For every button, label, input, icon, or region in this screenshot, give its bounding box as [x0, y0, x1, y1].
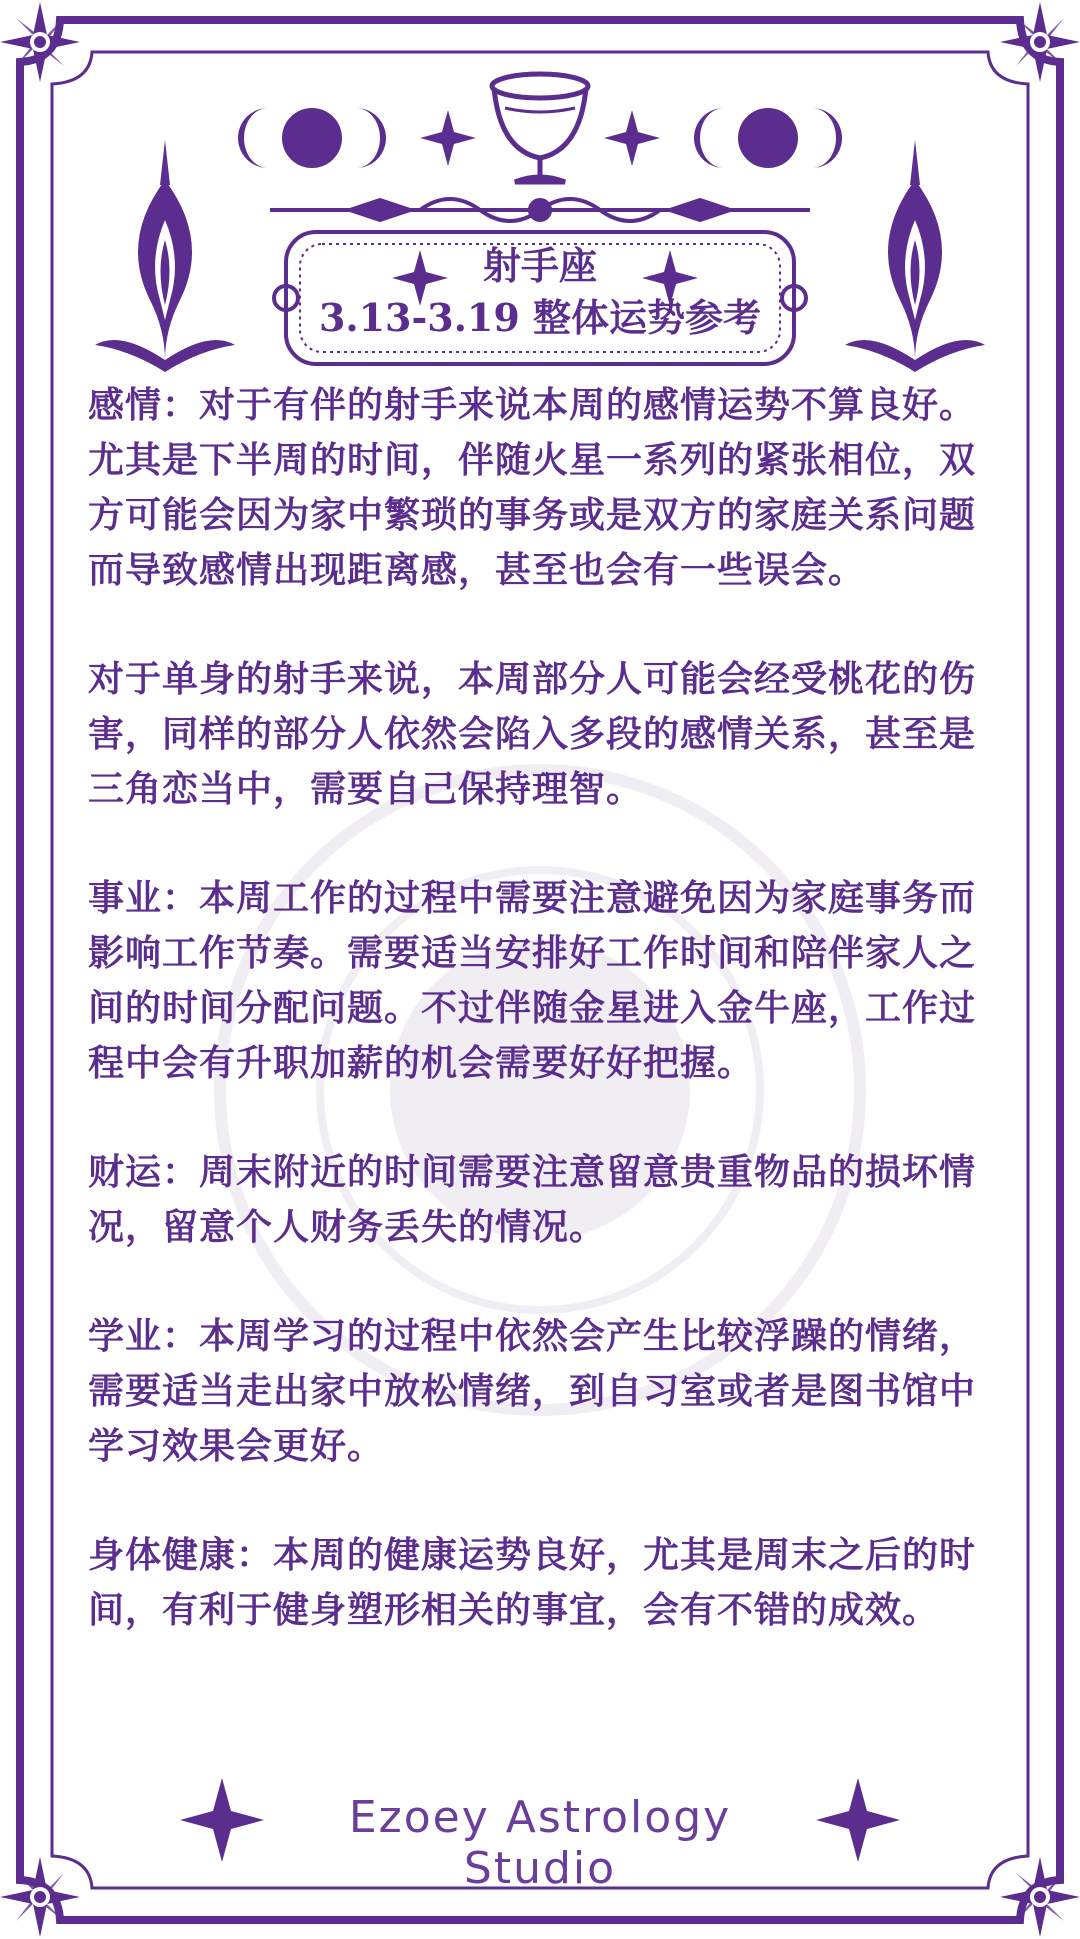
- love-paragraph: 感情：对于有伴的射手来说本周的感情运势不算良好。尤其是下半周的时间，伴随火星一系列的紧张相位，双方可能会因为家中繁琐的事务或是双方的家庭关系问题而导致感情出现距离感，甚至也会有一些误会。: [88, 384, 977, 591]
- health-paragraph: 身体健康：本周的健康运势良好，尤其是周末之后的时间，有利于健身塑形相关的事宜，会有不错的成效。: [88, 1534, 977, 1631]
- chalice-icon: [492, 74, 588, 182]
- corner-star-bottom-left-icon: [0, 1857, 80, 1937]
- corner-star-bottom-right-icon: [1000, 1857, 1080, 1937]
- moon-phases-left-icon: [238, 108, 476, 168]
- lotus-left-icon: [95, 140, 235, 372]
- corner-star-top-left-icon: [0, 2, 80, 82]
- title-block: [310, 240, 770, 344]
- footer-star-left-icon: [180, 1778, 264, 1862]
- career-paragraph: 事业：本周工作的过程中需要注意避免因为家庭事务而影响工作节奏。需要适当安排好工作时间和陪伴家人之间的时间分配问题。不过伴随金星进入金牛座，工作过程中会有升职加薪的机会需要好好把握。: [88, 877, 977, 1084]
- lotus-right-icon: [845, 140, 985, 372]
- footer-star-right-icon: [816, 1778, 900, 1862]
- ornament-divider-icon: [270, 199, 810, 221]
- studio-signature: Ezoey Astrology Studio: [348, 1792, 732, 1894]
- zodiac-sign-title: 射手座: [482, 243, 597, 288]
- single-love-paragraph: 对于单身的射手来说，本周部分人可能会经受桃花的伤害，同样的部分人依然会陷入多段的感情关系，甚至是三角恋当中，需要自己保持理智。: [88, 658, 977, 810]
- corner-star-top-right-icon: [1000, 2, 1080, 82]
- moon-phases-right-icon: [604, 108, 842, 168]
- study-paragraph: 学业：本周学习的过程中依然会产生比较浮躁的情绪，需要适当走出家中放松情绪，到自习室或者是图书馆中学习效果会更好。: [88, 1315, 977, 1467]
- horoscope-content: [88, 378, 988, 1692]
- wealth-paragraph: 财运：周末附近的时间需要注意留意贵重物品的损坏情况，留意个人财务丢失的情况。: [88, 1151, 977, 1248]
- date-range-title: 3.13-3.19 整体运势参考: [318, 295, 762, 340]
